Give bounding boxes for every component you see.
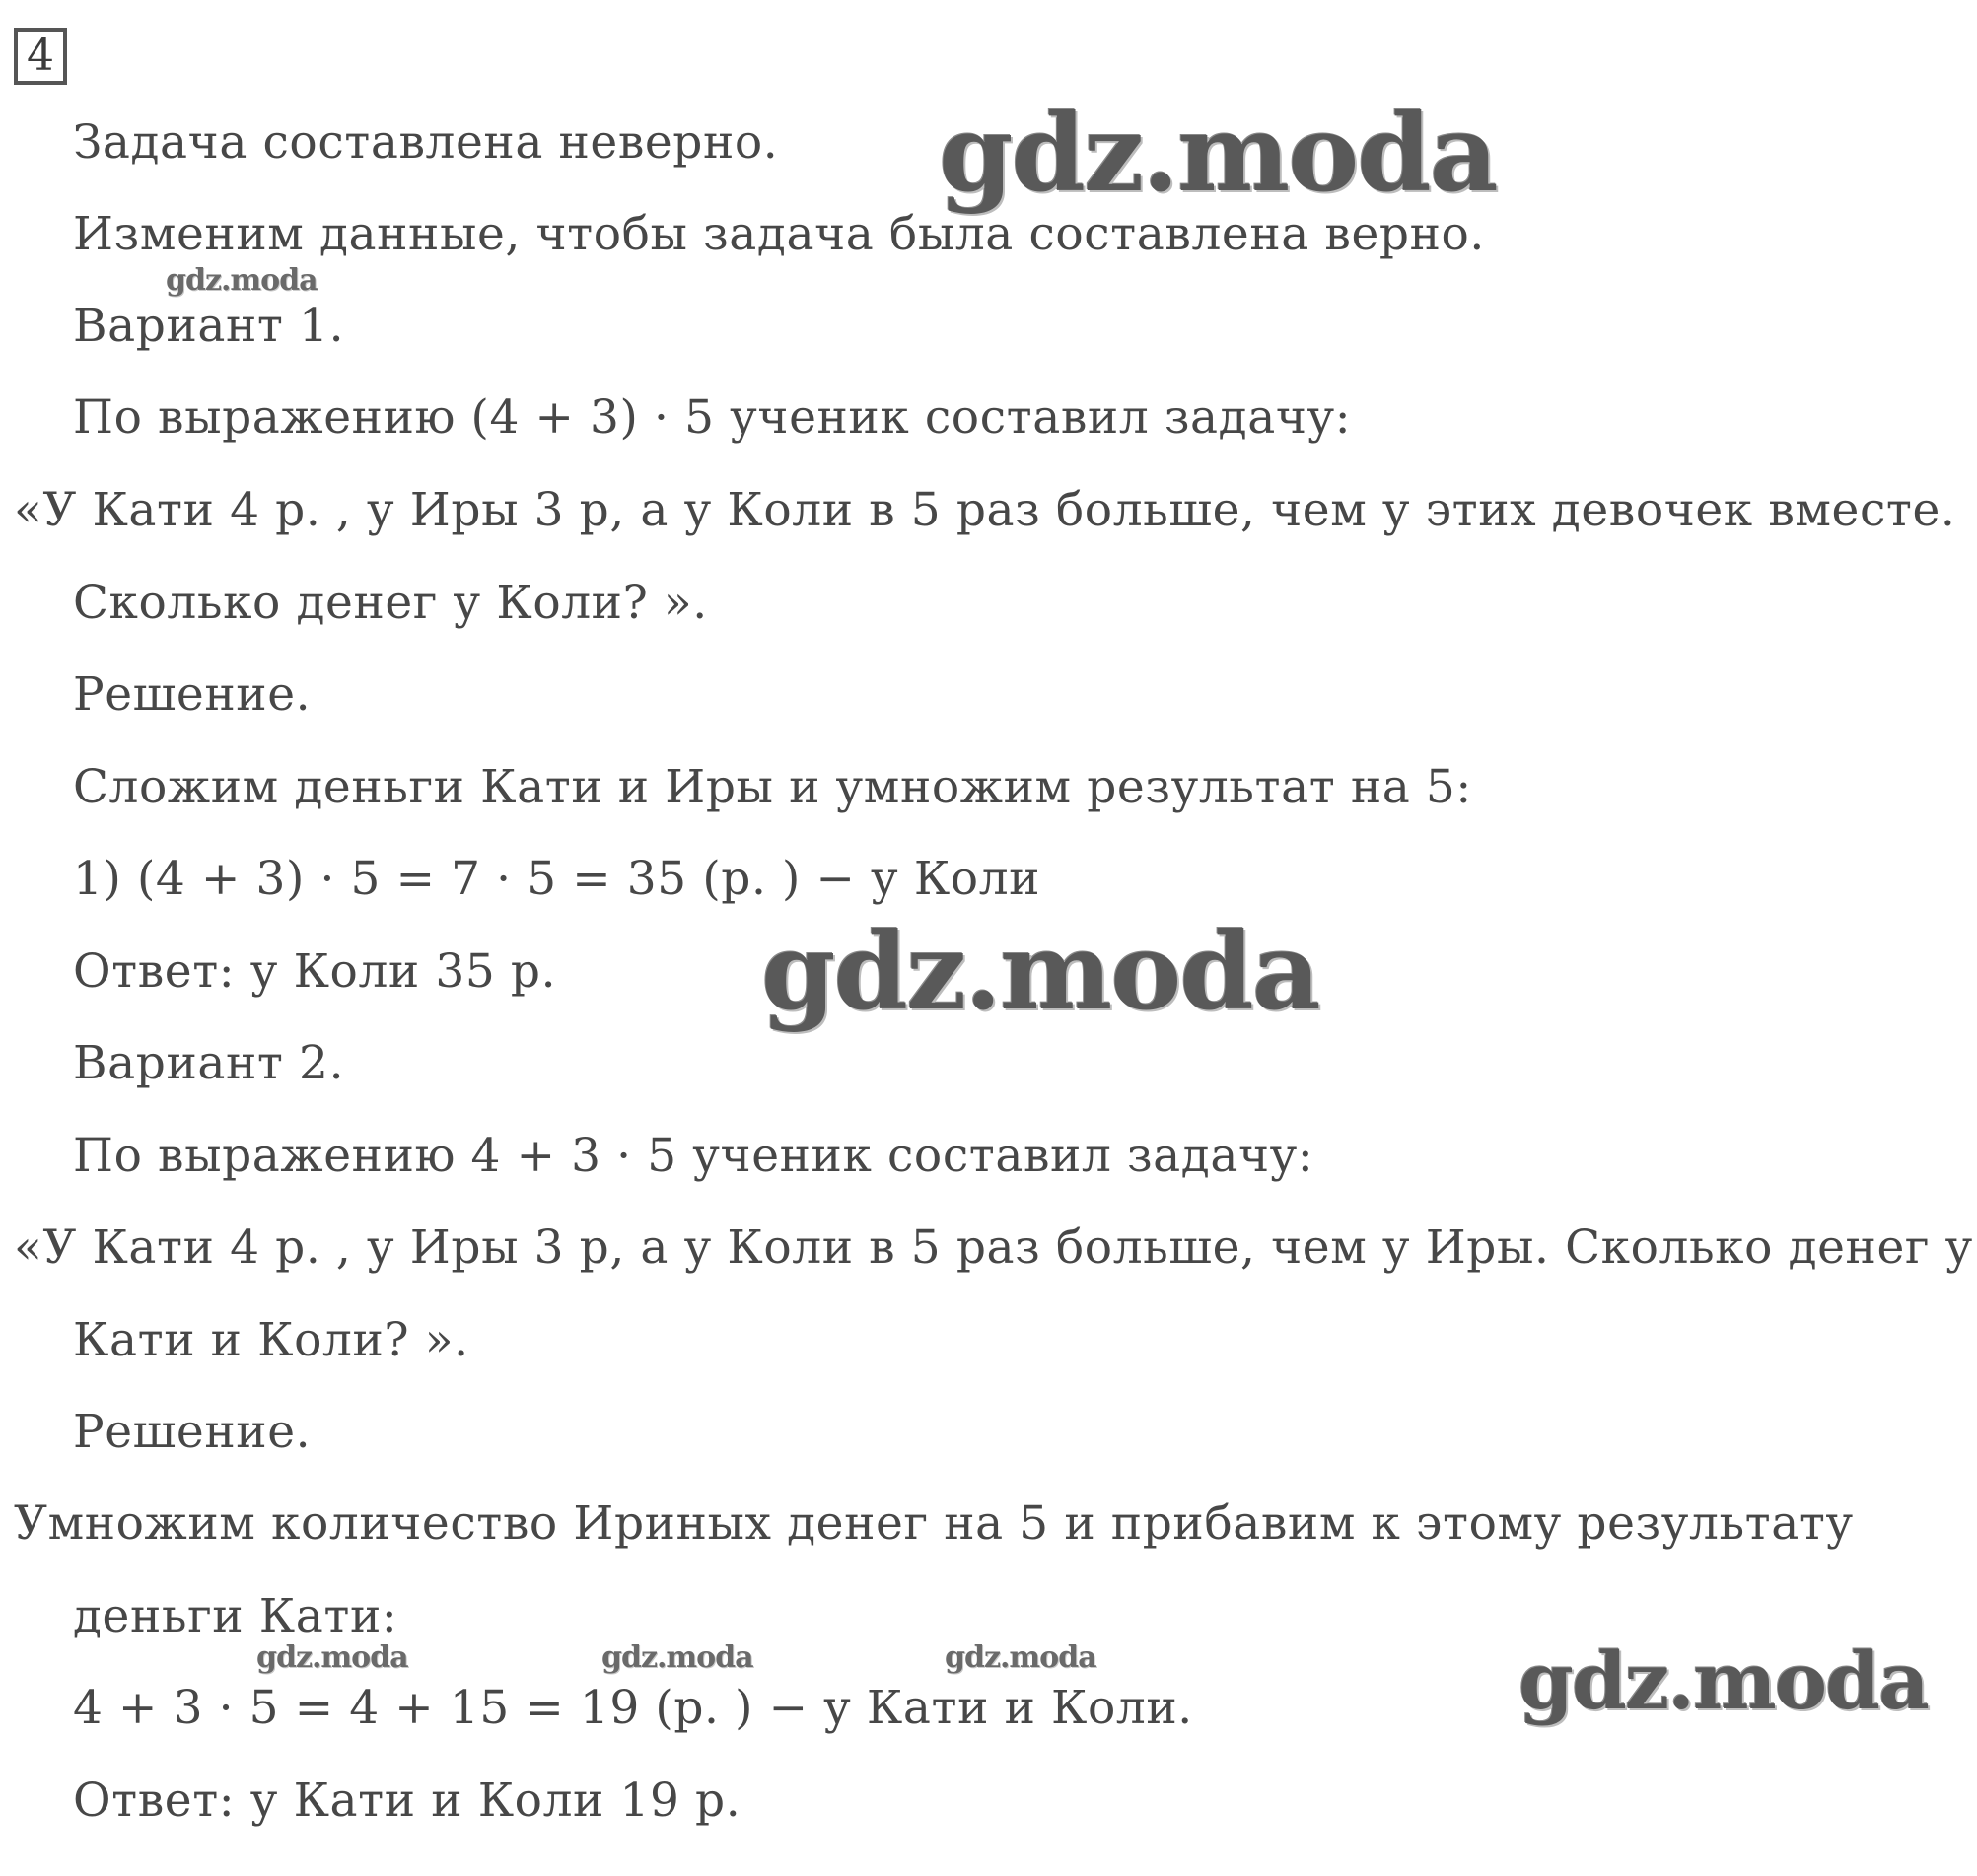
text-line-17: деньги Кати: bbox=[73, 1589, 398, 1643]
text-line-11: Вариант 2. bbox=[73, 1036, 345, 1090]
task-number-box: 4 bbox=[14, 28, 67, 85]
text-line-13: «У Кати 4 р. , у Иры 3 р, а у Коли в 5 раз больше, чем у Иры. Сколько денег у bbox=[14, 1220, 1973, 1275]
watermark-logo: gdz.moda bbox=[1518, 1634, 1928, 1727]
text-line-1: Задача составлена неверно. bbox=[73, 115, 779, 170]
text-line-5: «У Кати 4 р. , у Иры 3 р, а у Коли в 5 раз больше, чем у этих девочек вместе. bbox=[14, 483, 1956, 537]
text-line-8: Сложим деньги Кати и Иры и умножим результат на 5: bbox=[73, 760, 1472, 814]
text-line-12: По выражению 4 + 3 · 5 ученик составил задачу: bbox=[73, 1129, 1314, 1183]
text-line-14: Кати и Коли? ». bbox=[73, 1313, 469, 1367]
watermark-logo: gdz.moda bbox=[945, 1640, 1096, 1675]
watermark-logo: gdz.moda bbox=[256, 1640, 408, 1675]
text-line-10: Ответ: у Коли 35 р. bbox=[73, 944, 557, 999]
watermark-logo: gdz.moda bbox=[601, 1640, 753, 1675]
text-line-7: Решение. bbox=[73, 667, 312, 722]
text-line-16: Умножим количество Ириных денег на 5 и прибавим к этому результату bbox=[14, 1496, 1854, 1551]
text-line-2: Изменим данные, чтобы задача была составлена верно. bbox=[73, 207, 1485, 261]
text-line-6: Сколько денег у Коли? ». bbox=[73, 576, 708, 630]
text-line-4: По выражению (4 + 3) · 5 ученик составил задачу: bbox=[73, 390, 1352, 445]
text-line-3: Вариант 1. bbox=[73, 299, 345, 353]
text-line-19: Ответ: у Кати и Коли 19 р. bbox=[73, 1773, 741, 1828]
text-line-18: 4 + 3 · 5 = 4 + 15 = 19 (р. ) − у Кати и Коли. bbox=[73, 1681, 1193, 1735]
watermark-logo: gdz.moda bbox=[761, 910, 1319, 1034]
text-line-9: 1) (4 + 3) · 5 = 7 · 5 = 35 (р. ) − у Коли bbox=[73, 852, 1041, 906]
watermark-logo: gdz.moda bbox=[939, 92, 1497, 216]
watermark-logo: gdz.moda bbox=[166, 263, 318, 298]
text-line-15: Решение. bbox=[73, 1405, 312, 1459]
